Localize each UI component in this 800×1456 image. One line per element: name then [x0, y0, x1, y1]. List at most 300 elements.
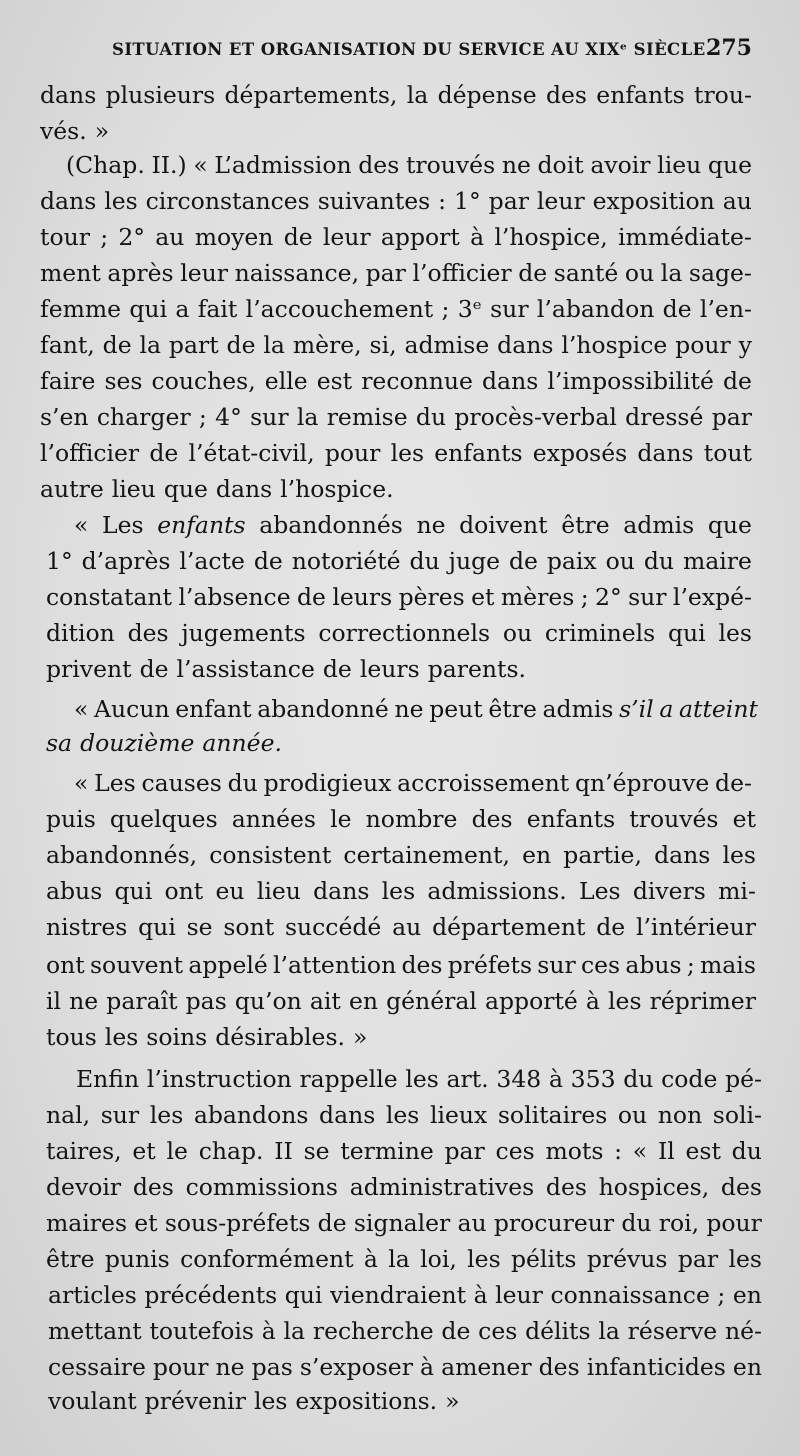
word: prodigieux: [263, 769, 392, 797]
word: les: [390, 439, 425, 467]
word: des: [401, 951, 443, 979]
word: les: [405, 1065, 439, 1093]
word: Les: [94, 769, 136, 797]
word: la: [660, 259, 683, 287]
text-line: [46, 582, 752, 612]
word: d’après: [81, 547, 171, 575]
word: santé: [553, 259, 619, 287]
word: l’attention: [273, 951, 397, 979]
word: lieu: [657, 151, 702, 179]
text-line: [46, 1022, 367, 1052]
word: ne: [215, 1353, 245, 1381]
word: de: [317, 1209, 347, 1237]
word: apporté: [484, 987, 578, 1015]
word: trouvés: [629, 805, 719, 833]
word: ou: [502, 619, 533, 647]
word: général: [386, 987, 477, 1015]
word: «: [193, 151, 208, 179]
word: circonstances: [145, 187, 310, 215]
word: Enfin: [76, 1065, 140, 1093]
word: mère,: [292, 331, 362, 359]
word: département: [432, 913, 586, 941]
word: pères: [398, 583, 465, 611]
word: qn’éprouve: [574, 769, 710, 797]
word: sont: [223, 913, 275, 941]
word: l’hospice,: [494, 223, 608, 251]
word: l’assistance: [176, 655, 315, 683]
word: lieux: [429, 1101, 488, 1129]
word: du: [731, 1137, 762, 1165]
word: vés.: [40, 117, 87, 145]
word: ses: [104, 367, 143, 395]
word: mettant: [48, 1317, 142, 1345]
word: les: [253, 1387, 288, 1415]
word: elle: [264, 367, 308, 395]
word: désirables.: [215, 1023, 345, 1051]
word: ne: [69, 987, 99, 1015]
word: abandonné: [257, 695, 389, 723]
word: mi-: [718, 877, 756, 905]
word: dépense: [437, 81, 537, 109]
word: doivent: [459, 511, 548, 539]
text-line: [46, 1208, 762, 1238]
word: qui: [284, 1281, 323, 1309]
text-line: [40, 186, 752, 216]
word: abandonnés,: [46, 841, 198, 869]
word: reconnue: [361, 367, 473, 395]
word: dans: [637, 439, 694, 467]
word: l’intérieur: [635, 913, 756, 941]
word: non: [657, 1101, 703, 1129]
word: II: [274, 1137, 293, 1165]
word: le: [330, 805, 352, 833]
word: dition: [46, 619, 115, 647]
word: admis: [542, 695, 614, 723]
text-line: [46, 618, 752, 648]
word: tour: [40, 223, 90, 251]
word: dans: [497, 331, 554, 359]
word: ces: [580, 951, 621, 979]
word: qui: [129, 295, 168, 323]
word: l’accouchement: [245, 295, 434, 323]
word: a: [659, 695, 674, 723]
word: du: [643, 547, 675, 575]
word: au: [155, 223, 185, 251]
word: de: [283, 223, 313, 251]
word: année.: [202, 729, 282, 757]
word: pour: [706, 1209, 762, 1237]
word: et: [134, 1209, 158, 1237]
word: en: [522, 841, 552, 869]
word: à: [473, 1281, 488, 1309]
word: la: [406, 81, 429, 109]
word: abandonnés: [259, 511, 403, 539]
word: quelques: [109, 805, 218, 833]
word: par: [365, 259, 406, 287]
word: dressé: [625, 403, 704, 431]
word: pour: [324, 439, 381, 467]
word: exposés: [532, 439, 628, 467]
word: causes: [141, 769, 222, 797]
word: au: [457, 1209, 487, 1237]
word: «: [632, 1137, 648, 1165]
word: toutefois: [149, 1317, 254, 1345]
text-line: [46, 1136, 762, 1166]
word: de: [253, 547, 283, 575]
word: L’admission: [214, 151, 352, 179]
word: des: [358, 151, 400, 179]
word: admis: [623, 511, 695, 539]
word: art.: [446, 1065, 489, 1093]
word: procureur: [493, 1209, 615, 1237]
word: enfants: [526, 805, 616, 833]
word: maire: [682, 547, 752, 575]
text-line: [46, 654, 526, 684]
word: qu’on: [234, 987, 302, 1015]
word: abandons: [193, 1101, 309, 1129]
word: suivantes: [317, 187, 431, 215]
word: fait: [197, 295, 238, 323]
word: le: [166, 1137, 188, 1165]
word: eu: [215, 877, 245, 905]
word: être: [46, 1245, 95, 1273]
word: les: [608, 987, 642, 1015]
word: atteint: [679, 695, 758, 723]
word: les: [718, 619, 752, 647]
word: en: [732, 1353, 762, 1381]
word: les: [467, 1245, 501, 1273]
word: l’acte: [179, 547, 245, 575]
word: s’exposer: [299, 1353, 413, 1381]
word: expositions.: [295, 1387, 438, 1415]
word: ;: [441, 295, 450, 323]
word: années: [231, 805, 316, 833]
word: Les: [578, 877, 621, 905]
word: Les: [102, 511, 144, 539]
text-line: [74, 694, 758, 724]
word: s’il: [619, 695, 654, 723]
word: parents.: [427, 655, 526, 683]
word: réprimer: [649, 987, 756, 1015]
word: administratives: [349, 1173, 535, 1201]
word: du: [623, 1065, 654, 1093]
word: leur: [495, 1281, 543, 1309]
word: de: [322, 655, 352, 683]
word: l’impossibilité: [547, 367, 714, 395]
word: et: [471, 583, 495, 611]
word: y: [738, 331, 752, 359]
word: succédé: [284, 913, 382, 941]
word: roi,: [658, 1209, 700, 1237]
word: termine: [340, 1137, 434, 1165]
word: des: [545, 1173, 587, 1201]
word: charger: [96, 403, 191, 431]
word: l’en-: [699, 295, 752, 323]
word: tous: [46, 1023, 97, 1051]
word: a: [175, 295, 190, 323]
word: des: [720, 1173, 762, 1201]
text-line: [46, 876, 756, 906]
word: des: [545, 81, 587, 109]
word: et: [732, 805, 756, 833]
word: maires: [46, 1209, 128, 1237]
word: que: [163, 475, 208, 503]
word: part: [168, 331, 219, 359]
word: pélits: [510, 1245, 577, 1273]
word: ;: [580, 583, 589, 611]
text-line: [48, 1316, 762, 1346]
text-line: [40, 402, 752, 432]
word: trou-: [694, 81, 752, 109]
word: pé-: [725, 1065, 762, 1093]
word: délits: [525, 1317, 591, 1345]
word: leur: [536, 187, 585, 215]
word: ou: [605, 547, 635, 575]
word: rappelle: [299, 1065, 398, 1093]
word: du: [621, 1209, 652, 1237]
text-line: [40, 258, 752, 288]
word: pas: [185, 987, 227, 1015]
word: la: [296, 403, 319, 431]
word: appelé: [188, 951, 268, 979]
word: jugements: [181, 619, 306, 647]
word: paraît: [106, 987, 178, 1015]
word: l’absence: [178, 583, 291, 611]
word: ait: [309, 987, 341, 1015]
word: de: [441, 1317, 471, 1345]
word: ces: [495, 1137, 535, 1165]
word: des: [132, 1173, 174, 1201]
word: à: [363, 1245, 378, 1273]
text-line: [66, 150, 752, 180]
word: ;: [198, 403, 207, 431]
word: ces: [478, 1317, 518, 1345]
text-line: [48, 1386, 460, 1416]
word: l’état-civil,: [188, 439, 315, 467]
word: que: [707, 511, 752, 539]
word: 2°: [595, 583, 622, 611]
word: procès-verbal: [454, 403, 617, 431]
word: 2°: [118, 223, 146, 251]
word: solitaires: [497, 1101, 608, 1129]
word: abus: [625, 951, 682, 979]
word: est: [685, 1137, 721, 1165]
text-line: [46, 728, 282, 758]
word: préfets: [447, 951, 533, 979]
word: par: [444, 1137, 485, 1165]
word: sage-: [688, 259, 752, 287]
word: sa: [46, 729, 73, 757]
word: les: [728, 1245, 762, 1273]
text-line: [46, 986, 756, 1016]
word: doit: [537, 151, 584, 179]
word: mots: [545, 1137, 604, 1165]
word: après: [107, 259, 174, 287]
word: enfants: [434, 439, 523, 467]
word: enfants: [157, 511, 246, 539]
word: admissions.: [427, 877, 567, 905]
word: dans: [40, 187, 97, 215]
word: moyen: [194, 223, 274, 251]
word: »: [445, 1387, 460, 1415]
word: pour: [152, 1353, 209, 1381]
word: ment: [40, 259, 101, 287]
word: juge: [448, 547, 501, 575]
word: de: [662, 295, 692, 323]
text-line: [40, 222, 752, 252]
word: fant,: [40, 331, 95, 359]
word: qui: [667, 619, 706, 647]
word: de: [518, 259, 548, 287]
word: leur: [322, 223, 371, 251]
word: paix: [546, 547, 597, 575]
word: Il: [657, 1137, 675, 1165]
word: trouvés: [405, 151, 496, 179]
word: les: [104, 1023, 139, 1051]
word: qui: [138, 913, 176, 941]
word: tout: [703, 439, 752, 467]
word: plusieurs: [105, 81, 216, 109]
word: ;: [686, 951, 695, 979]
word: sous-préfets: [164, 1209, 311, 1237]
word: les: [381, 877, 416, 905]
word: correctionnels: [318, 619, 491, 647]
page-header: [112, 34, 752, 64]
word: prévus: [586, 1245, 668, 1273]
word: sur: [537, 951, 576, 979]
word: les: [722, 841, 756, 869]
word: être: [561, 511, 610, 539]
word: par: [711, 403, 752, 431]
word: nombre: [365, 805, 458, 833]
running-title: SITUATION ET ORGANISATION DU SERVICE AU XIXᵉ SIÈCLE.: [112, 40, 712, 59]
word: réserve: [627, 1317, 718, 1345]
word: abus: [46, 877, 103, 905]
word: dans: [313, 877, 370, 905]
word: que: [707, 151, 752, 179]
word: notoriété: [291, 547, 401, 575]
text-line: [46, 1244, 762, 1274]
text-line: [74, 768, 752, 798]
word: punis: [104, 1245, 170, 1273]
text-line: [46, 804, 756, 834]
word: de: [149, 439, 179, 467]
word: des: [127, 619, 169, 647]
text-line: [40, 80, 752, 110]
word: connaissance: [550, 1281, 710, 1309]
word: faire: [40, 367, 96, 395]
text-line: [46, 1100, 762, 1130]
word: par: [677, 1245, 719, 1273]
word: «: [74, 769, 89, 797]
text-line: [46, 912, 756, 942]
word: leur: [180, 259, 228, 287]
word: naissance,: [234, 259, 360, 287]
text-line: [46, 1172, 762, 1202]
word: enfant: [175, 695, 252, 723]
word: couches,: [151, 367, 256, 395]
word: partie,: [563, 841, 642, 869]
word: la: [388, 1245, 410, 1273]
word: douzième: [80, 729, 195, 757]
word: les: [104, 187, 138, 215]
word: soins: [146, 1023, 208, 1051]
word: prévenir: [144, 1387, 246, 1415]
word: ne: [501, 151, 531, 179]
word: nistres: [46, 913, 128, 941]
text-line: [74, 510, 752, 540]
text-line: [40, 366, 752, 396]
word: de: [508, 547, 538, 575]
word: ne: [394, 695, 424, 723]
word: 4°: [215, 403, 242, 431]
word: :: [438, 187, 447, 215]
word: hospices,: [598, 1173, 710, 1201]
word: «: [74, 695, 89, 723]
word: à: [470, 223, 485, 251]
word: l’hospice: [561, 331, 668, 359]
word: sur: [490, 295, 529, 323]
word: départements,: [224, 81, 398, 109]
page-number: 275: [706, 35, 752, 61]
word: »: [94, 117, 110, 145]
word: viendraient: [329, 1281, 467, 1309]
text-line: [48, 1280, 762, 1310]
word: code: [661, 1065, 718, 1093]
word: remise: [326, 403, 408, 431]
word: recherche: [312, 1317, 434, 1345]
word: signaler: [353, 1209, 451, 1237]
word: les: [385, 1101, 420, 1129]
word: ou: [617, 1101, 648, 1129]
word: «: [74, 511, 89, 539]
word: dans: [482, 367, 539, 395]
word: souvent: [89, 951, 184, 979]
word: 348: [496, 1065, 542, 1093]
word: sur: [250, 403, 289, 431]
word: est: [316, 367, 353, 395]
word: soli-: [712, 1101, 762, 1129]
word: du: [227, 769, 258, 797]
word: en: [732, 1281, 762, 1309]
word: de: [139, 655, 169, 683]
text-line: [40, 294, 752, 324]
text-line: [76, 1064, 762, 1094]
word: à: [548, 1065, 563, 1093]
word: la: [598, 1317, 620, 1345]
word: conformément: [180, 1245, 354, 1273]
text-line: [46, 546, 752, 576]
word: 3ᵉ: [457, 295, 482, 323]
word: de-: [715, 769, 752, 797]
word: exposition: [592, 187, 715, 215]
word: admise: [404, 331, 490, 359]
word: lieu: [111, 475, 156, 503]
word: de: [102, 331, 132, 359]
word: immédiate-: [618, 223, 752, 251]
word: l’abandon: [536, 295, 655, 323]
word: Aucun: [94, 695, 170, 723]
word: accroissement: [397, 769, 570, 797]
word: se: [186, 913, 213, 941]
word: privent: [46, 655, 132, 683]
word: les: [149, 1101, 184, 1129]
word: il: [46, 987, 62, 1015]
word: cessaire: [48, 1353, 146, 1381]
word: divers: [632, 877, 706, 905]
word: amener: [441, 1353, 532, 1381]
text-line: [48, 1352, 762, 1382]
